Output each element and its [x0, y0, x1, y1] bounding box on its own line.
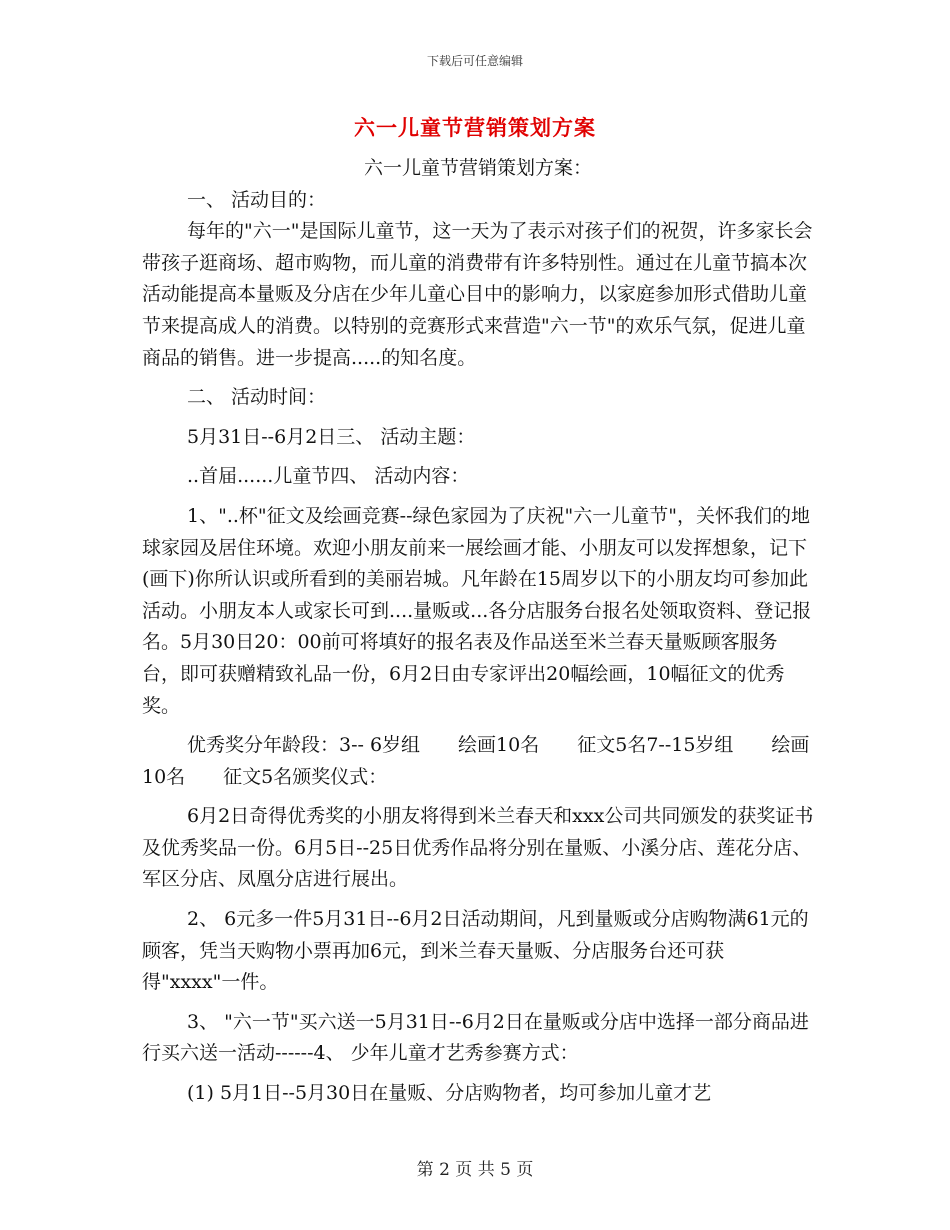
section-heading-purpose: 一、 活动目的：: [187, 188, 327, 211]
paragraph-theme-content: ..首届......儿童节四、 活动内容：: [187, 465, 470, 488]
paragraph-buy-six: 3、 "六一节"买六送一5月31日--6月2日在量贩或分店中选择一部分商品进行买六送一活动------4、 少年儿童才艺秀参赛方式：: [142, 1010, 809, 1065]
paragraph-six-yuan: 2、 6元多一件5月31日--6月2日活动期间，凡到量贩或分店购物满61元的顾客，凭当天购物小票再加6元，到米兰春天量贩、分店服务台还可获得"xxxx"一件。: [142, 908, 809, 994]
page-header-note: 下载后可任意编辑: [426, 54, 523, 68]
subtitle-paragraph: 六一儿童节营销策划方案：: [363, 157, 592, 179]
paragraph-awards-groups: 优秀奖分年龄段：3-- 6岁组 绘画10名 征文5名7--15岁组 绘画10名 征文5名颁奖仪式：: [142, 734, 810, 788]
document-body: [142, 153, 814, 1110]
section-heading-time: 二、 活动时间：: [187, 386, 327, 409]
paragraph-talent-show: (1) 5月1日--5月30日在量贩、分店购物者，均可参加儿童才艺: [187, 1082, 712, 1105]
paragraph-awards-ceremony: 6月2日奇得优秀奖的小朋友将得到米兰春天和xxx公司共同颁发的获奖证书及优秀奖品一份。6月5日--25日优秀作品将分别在量贩、小溪分店、莲花分店、军区分店、凤凰分店进行展出。: [142, 805, 814, 891]
page-number: 第 2 页 共 5 页: [416, 1160, 534, 1180]
document-title: 六一儿童节营销策划方案: [354, 116, 596, 140]
paragraph-purpose: 每年的"六一"是国际儿童节，这一天为了表示对孩子们的祝贺，许多家长会带孩子逛商场、超市购物，而儿童的消费带有许多特别性。通过在儿童节搞本次活动能提高本量贩及分店在少年儿童心目中的影响力，以家庭参加形式借助儿童节来提高成人的消费。以特别的竞赛形式来营造"六一节"的欢乐气氛，促进儿童商品的销售。进一步提高.....的知名度。: [142, 220, 813, 369]
paragraph-contest: 1、"..杯"征文及绘画竞赛--绿色家园为了庆祝"六一儿童节"，关怀我们的地球家园及居住环境。欢迎小朋友前来一展绘画才能、小朋友可以发挥想象，记下(画下)你所认识或所看到的美丽岩城。凡年龄在15周岁以下的小朋友均可参加此活动。小朋友本人或家长可到....量贩或...各分店服务台报名处领取资料、登记报名。5月30日20：00前可将填好的报名表及作品送至米兰春天量贩顾客服务台，即可获赠精致礼品一份，6月2日由专家评出20幅绘画，10幅征文的优秀奖。: [142, 504, 812, 717]
paragraph-time-theme: 5月31日--6月2日三、 活动主题：: [187, 425, 476, 448]
